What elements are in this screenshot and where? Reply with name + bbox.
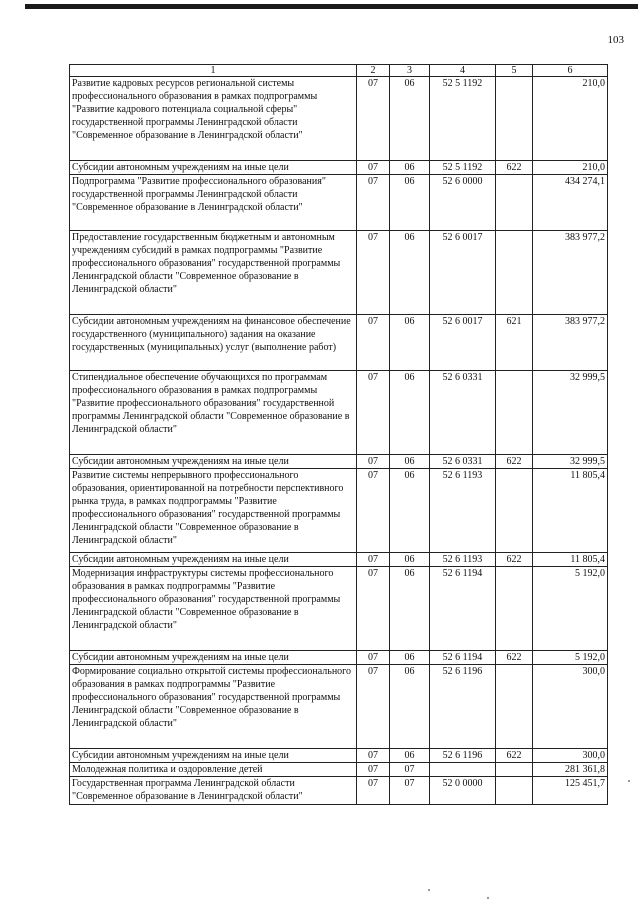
table-row bbox=[70, 161, 608, 175]
row-amount: 210,0 bbox=[533, 77, 608, 161]
row-name: Модернизация инфраструктуры системы профессионального образования в рамках подпрограммы "Развитие профессионального образования" государственной программы Ленинградской области "Современное образование в Ленинградской области" bbox=[70, 567, 357, 651]
table-row bbox=[70, 315, 608, 371]
row-name: Субсидии автономным учреждениям на иные цели bbox=[70, 651, 357, 665]
table-row bbox=[70, 777, 608, 805]
row-amount: 125 451,7 bbox=[533, 777, 608, 805]
table-row bbox=[70, 651, 608, 665]
scan-speck bbox=[628, 780, 630, 782]
row-section: 07 bbox=[357, 161, 390, 175]
row-section: 07 bbox=[357, 651, 390, 665]
row-target-code: 52 5 1192 bbox=[430, 161, 496, 175]
row-expense-type: 621 bbox=[496, 315, 533, 371]
row-target-code: 52 6 1196 bbox=[430, 665, 496, 749]
row-name: Молодежная политика и оздоровление детей bbox=[70, 763, 357, 777]
row-amount: 5 192,0 bbox=[533, 651, 608, 665]
row-expense-type bbox=[496, 231, 533, 315]
row-name: Формирование социально открытой системы профессионального образования в рамках подпрограммы "Развитие профессионального образования" государственной программы Ленинградской области "Современное образование в Ленинградской области" bbox=[70, 665, 357, 749]
row-name: Субсидии автономным учреждениям на иные цели bbox=[70, 553, 357, 567]
row-expense-type bbox=[496, 469, 533, 553]
row-subsection: 06 bbox=[390, 161, 430, 175]
row-subsection: 06 bbox=[390, 749, 430, 763]
row-subsection: 06 bbox=[390, 175, 430, 231]
table-row bbox=[70, 371, 608, 455]
row-amount: 5 192,0 bbox=[533, 567, 608, 651]
row-amount: 32 999,5 bbox=[533, 455, 608, 469]
row-amount: 434 274,1 bbox=[533, 175, 608, 231]
row-target-code: 52 6 0017 bbox=[430, 315, 496, 371]
row-amount: 281 361,8 bbox=[533, 763, 608, 777]
row-amount: 32 999,5 bbox=[533, 371, 608, 455]
row-subsection: 06 bbox=[390, 553, 430, 567]
row-expense-type bbox=[496, 763, 533, 777]
row-section: 07 bbox=[357, 553, 390, 567]
header-col-2: 2 bbox=[357, 65, 390, 77]
row-name: Предоставление государственным бюджетным и автономным учреждениям субсидий в рамках подпрограммы "Развитие профессионального образования" государственной программы Ленинградской области "Современное образование в Ленинградской области" bbox=[70, 231, 357, 315]
row-subsection: 06 bbox=[390, 567, 430, 651]
row-expense-type bbox=[496, 175, 533, 231]
row-section: 07 bbox=[357, 175, 390, 231]
table-row bbox=[70, 455, 608, 469]
row-target-code: 52 6 1193 bbox=[430, 469, 496, 553]
table-row bbox=[70, 231, 608, 315]
table-row bbox=[70, 749, 608, 763]
row-target-code: 52 6 0331 bbox=[430, 371, 496, 455]
row-target-code: 52 6 1194 bbox=[430, 567, 496, 651]
row-subsection: 07 bbox=[390, 763, 430, 777]
row-expense-type bbox=[496, 371, 533, 455]
row-target-code: 52 6 0000 bbox=[430, 175, 496, 231]
row-target-code: 52 0 0000 bbox=[430, 777, 496, 805]
row-name: Государственная программа Ленинградской области "Современное образование в Ленинградской области" bbox=[70, 777, 357, 805]
row-section: 07 bbox=[357, 763, 390, 777]
row-expense-type: 622 bbox=[496, 553, 533, 567]
row-name: Стипендиальное обеспечение обучающихся по программам профессионального образования в рамках подпрограммы "Развитие профессионального образования" государственной программы Ленинградской области "Современное образование в Ленинградской области" bbox=[70, 371, 357, 455]
row-amount: 11 805,4 bbox=[533, 469, 608, 553]
row-subsection: 06 bbox=[390, 371, 430, 455]
row-expense-type bbox=[496, 77, 533, 161]
row-name: Субсидии автономным учреждениям на иные цели bbox=[70, 161, 357, 175]
table-row bbox=[70, 665, 608, 749]
row-amount: 300,0 bbox=[533, 665, 608, 749]
row-section: 07 bbox=[357, 455, 390, 469]
top-border-rule bbox=[25, 4, 638, 9]
row-subsection: 06 bbox=[390, 665, 430, 749]
header-col-3: 3 bbox=[390, 65, 430, 77]
row-amount: 383 977,2 bbox=[533, 231, 608, 315]
table-row bbox=[70, 553, 608, 567]
row-expense-type bbox=[496, 777, 533, 805]
row-section: 07 bbox=[357, 315, 390, 371]
row-expense-type bbox=[496, 567, 533, 651]
table-row bbox=[70, 763, 608, 777]
row-name: Развитие системы непрерывного профессионального образования, ориентированной на потребности перспективного рынка труда, в рамках подпрограммы "Развитие профессионального образования" государственной программы Ленинградской области "Современное образование в Ленинградской области" bbox=[70, 469, 357, 553]
table-row bbox=[70, 77, 608, 161]
header-col-6: 6 bbox=[533, 65, 608, 77]
row-section: 07 bbox=[357, 567, 390, 651]
row-name: Субсидии автономным учреждениям на иные цели bbox=[70, 455, 357, 469]
row-target-code: 52 6 1194 bbox=[430, 651, 496, 665]
row-subsection: 06 bbox=[390, 455, 430, 469]
header-col-4: 4 bbox=[430, 65, 496, 77]
row-amount: 210,0 bbox=[533, 161, 608, 175]
row-section: 07 bbox=[357, 77, 390, 161]
row-expense-type bbox=[496, 665, 533, 749]
row-subsection: 06 bbox=[390, 469, 430, 553]
row-subsection: 06 bbox=[390, 77, 430, 161]
row-section: 07 bbox=[357, 231, 390, 315]
row-subsection: 07 bbox=[390, 777, 430, 805]
row-target-code: 52 6 1193 bbox=[430, 553, 496, 567]
row-name: Подпрограмма "Развитие профессионального образования" государственной программы Ленинградской области "Современное образование в Ленинградской области" bbox=[70, 175, 357, 231]
row-subsection: 06 bbox=[390, 651, 430, 665]
header-col-5: 5 bbox=[496, 65, 533, 77]
table-row bbox=[70, 469, 608, 553]
row-target-code: 52 6 0017 bbox=[430, 231, 496, 315]
row-expense-type: 622 bbox=[496, 161, 533, 175]
row-section: 07 bbox=[357, 777, 390, 805]
row-section: 07 bbox=[357, 749, 390, 763]
row-section: 07 bbox=[357, 371, 390, 455]
row-amount: 383 977,2 bbox=[533, 315, 608, 371]
row-section: 07 bbox=[357, 469, 390, 553]
row-expense-type: 622 bbox=[496, 455, 533, 469]
row-name: Субсидии автономным учреждениям на финансовое обеспечение государственного (муниципального) задания на оказание государственных (муниципальных) услуг (выполнение работ) bbox=[70, 315, 357, 371]
row-target-code: 52 5 1192 bbox=[430, 77, 496, 161]
row-name: Субсидии автономным учреждениям на иные цели bbox=[70, 749, 357, 763]
row-expense-type: 622 bbox=[496, 749, 533, 763]
row-expense-type: 622 bbox=[496, 651, 533, 665]
row-target-code: 52 6 1196 bbox=[430, 749, 496, 763]
row-amount: 11 805,4 bbox=[533, 553, 608, 567]
scan-speck bbox=[428, 889, 430, 891]
row-name: Развитие кадровых ресурсов региональной системы профессионального образования в рамках подпрограммы "Развитие кадрового потенциала социальной сферы" государственной программы Ленинградской области "Современное образование в Ленинградской области" bbox=[70, 77, 357, 161]
table-row bbox=[70, 567, 608, 651]
row-subsection: 06 bbox=[390, 315, 430, 371]
row-section: 07 bbox=[357, 665, 390, 749]
row-target-code bbox=[430, 763, 496, 777]
scan-speck bbox=[487, 897, 489, 899]
row-target-code: 52 6 0331 bbox=[430, 455, 496, 469]
page-number: 103 bbox=[607, 34, 624, 46]
row-amount: 300,0 bbox=[533, 749, 608, 763]
row-subsection: 06 bbox=[390, 231, 430, 315]
header-col-1: 1 bbox=[70, 65, 357, 77]
budget-table bbox=[69, 64, 608, 805]
table-header-row bbox=[70, 65, 608, 77]
table-row bbox=[70, 175, 608, 231]
